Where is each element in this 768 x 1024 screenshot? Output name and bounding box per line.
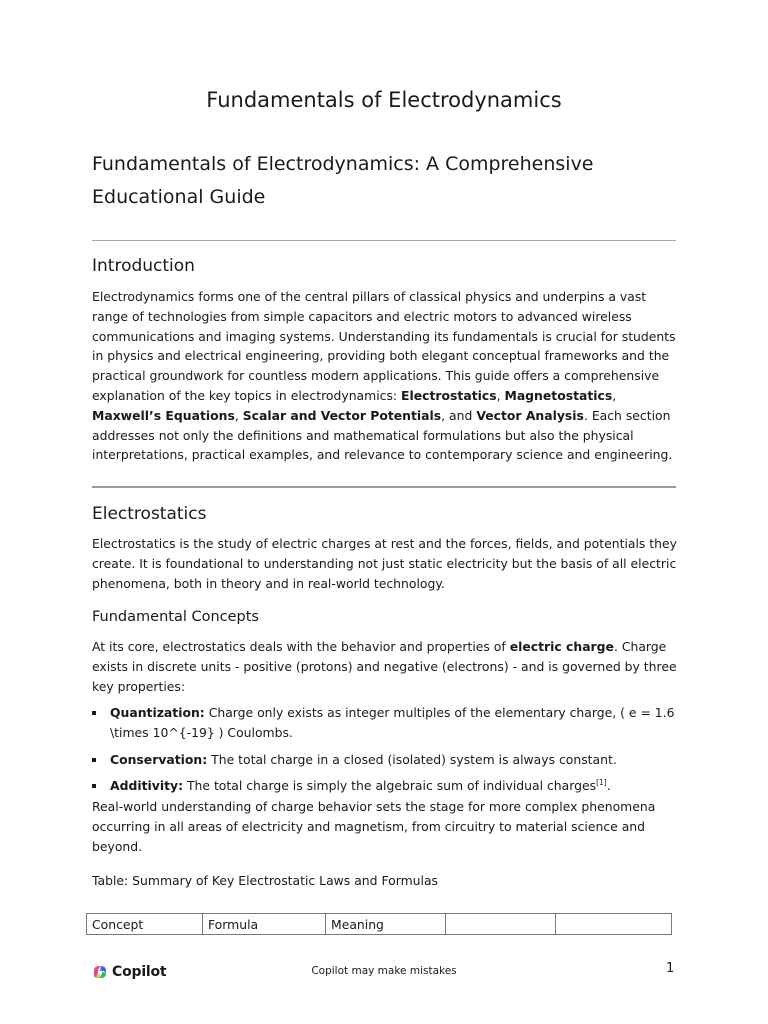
table-header-cell [556, 914, 672, 935]
electrostatics-intro-paragraph: Electrostatics is the study of electric charges at rest and the forces, fields, and potentials they create. It is foundational to understanding not just static electricity but the basis of all electric phenomena, both in theory and in real-world technology. [92, 536, 677, 591]
fundamental-concepts-heading: Fundamental Concepts [92, 609, 259, 625]
page-number: 1 [666, 961, 675, 976]
electrostatic-laws-table [86, 913, 672, 935]
document-title: Fundamentals of Electrodynamics [206, 88, 562, 112]
bullet-marker [92, 711, 96, 715]
list-item: Conservation: The total charge in a closed (isolated) system is always constant. [92, 750, 682, 770]
footnote-reference[interactable]: [1] [596, 778, 607, 788]
fundamental-concepts-paragraph: At its core, electrostatics deals with the behavior and properties of electric charge. Charge exists in discrete units - positive (protons) and negative (electrons) - and is governed by three key properties: [92, 639, 677, 694]
introduction-paragraph: Electrodynamics forms one of the central pillars of classical physics and underpins a vast range of technologies from simple capacitors and electric motors to advanced wireless communications and imaging systems. Understanding its fundamentals is crucial for students in physics and electrical engineering, providing both elegant conceptual frameworks and the practical groundwork for countless modern applications. This guide offers a comprehensive explanation of the key topics in electrodynamics: Electrostatics, Magnetostatics, Maxwell’s Equations, Scalar and Vector Potentials, and Vector Analysis. Each section addresses not only the definitions and mathematical formulations but also the physical interpretations, practical examples, and relevance to contemporary science and engineering. [92, 289, 676, 463]
footer-disclaimer: Copilot may make mistakes [311, 965, 457, 977]
charge-properties-list [92, 703, 682, 796]
charge-behavior-paragraph: Real-world understanding of charge behavior sets the stage for more complex phenomena occurring in all areas of electricity and magnetism, from circuitry to material science and beyond. [92, 799, 656, 854]
table-header-cell: Concept [87, 914, 203, 935]
table-row [87, 914, 672, 935]
list-item: Quantization: Charge only exists as integer multiples of the elementary charge, ( e = 1.6 \times 10^{-19} ) Coulombs. [92, 703, 682, 743]
table-header-cell: Meaning [326, 914, 446, 935]
electrostatics-heading: Electrostatics [92, 504, 207, 524]
section-divider [92, 240, 676, 241]
copilot-brand-name: Copilot [112, 964, 167, 980]
table-header-cell: Formula [203, 914, 326, 935]
table-header-cell [446, 914, 556, 935]
introduction-heading: Introduction [92, 256, 195, 276]
bullet-marker [92, 758, 96, 762]
section-divider [92, 486, 676, 488]
bullet-marker [92, 784, 96, 788]
document-subtitle: Fundamentals of Electrodynamics: A Comprehensive Educational Guide [92, 153, 594, 208]
list-item: Additivity: The total charge is simply the algebraic sum of individual charges[1]. [92, 776, 682, 796]
table-caption: Table: Summary of Key Electrostatic Laws and Formulas [92, 873, 439, 888]
